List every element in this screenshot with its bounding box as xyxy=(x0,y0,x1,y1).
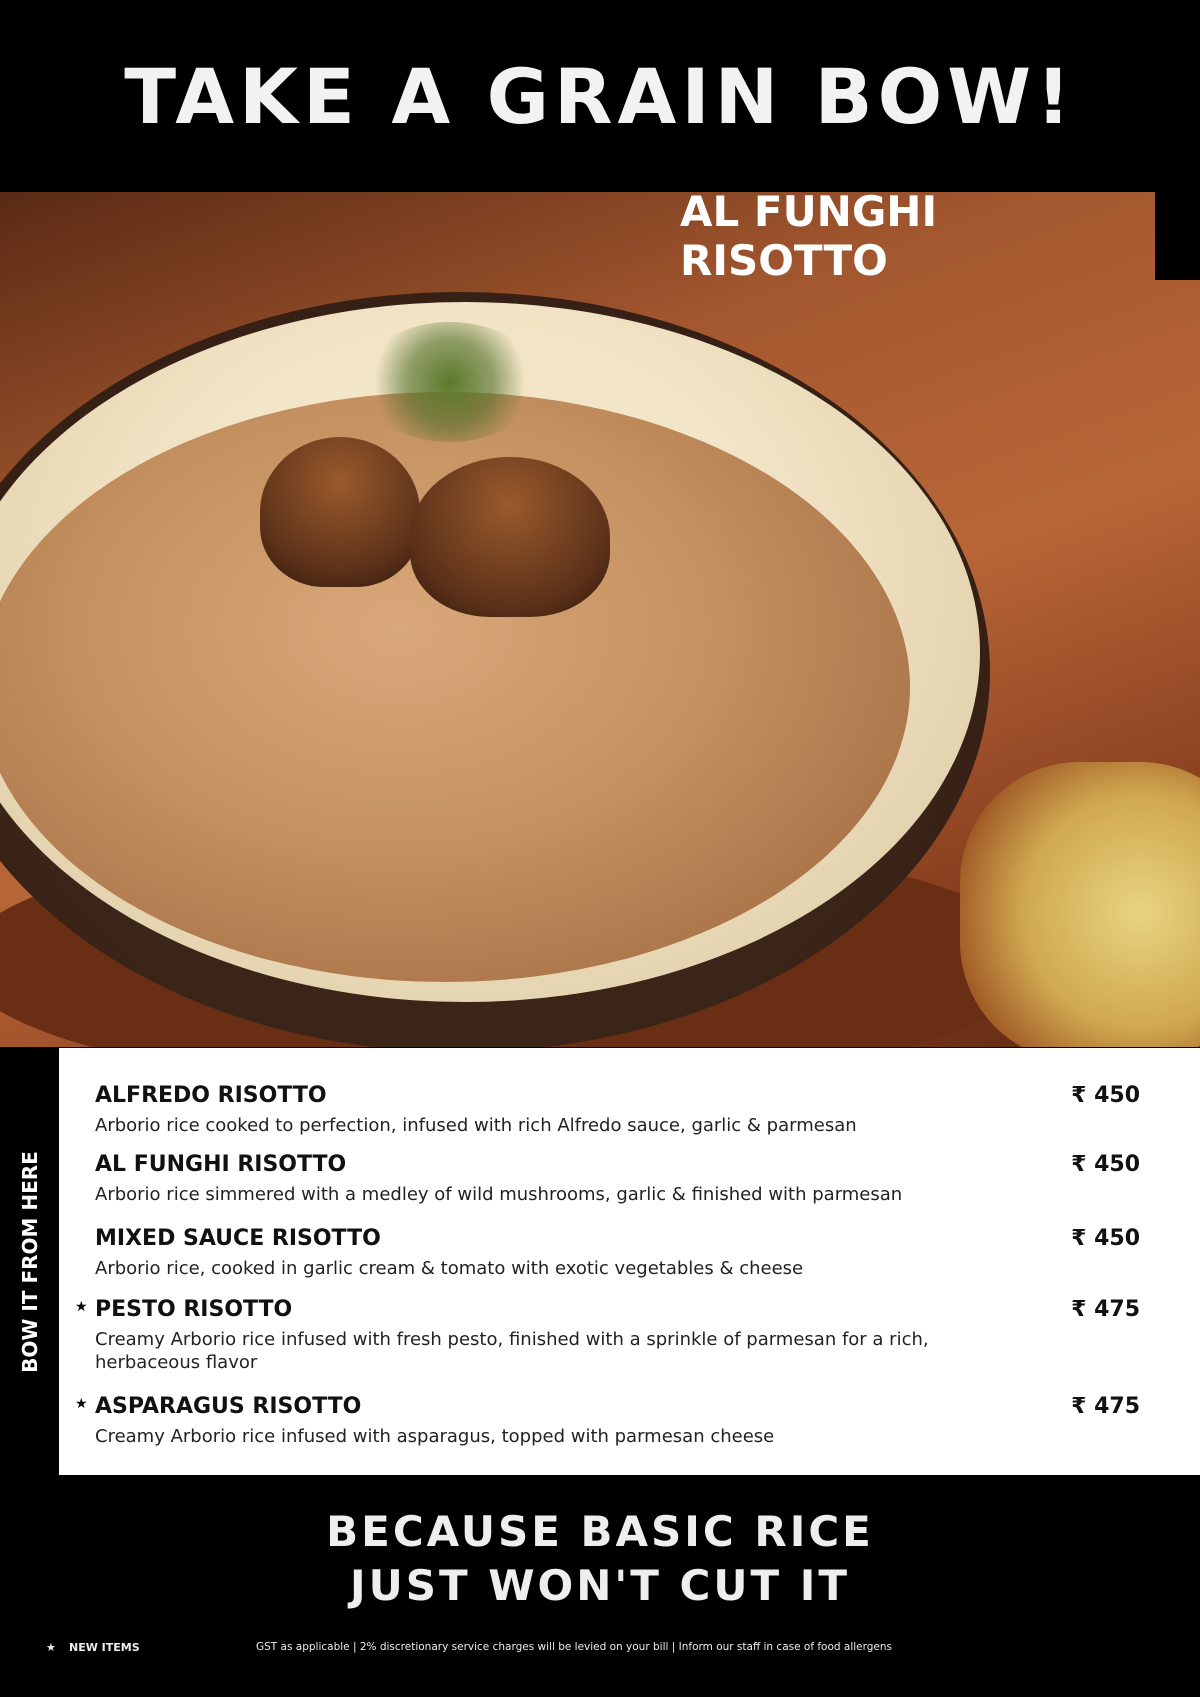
side-label: BOW IT FROM HERE xyxy=(17,1150,42,1373)
menu-item: ★ PESTO RISOTTO Creamy Arborio rice infused with fresh pesto, finished with a sprinkle of parmesan for a rich, herbaceous flavor ₹ 475 xyxy=(75,1297,1140,1374)
star-icon: ★ xyxy=(46,1641,56,1654)
menu-item: ★ ASPARAGUS RISOTTO Creamy Arborio rice infused with asparagus, topped with parmesan cheese ₹ 475 xyxy=(75,1394,1140,1447)
menu-item: MIXED SAUCE RISOTTO Arborio rice, cooked in garlic cream & tomato with exotic vegetables & cheese ₹ 450 xyxy=(95,1226,1140,1279)
menu-item: AL FUNGHI RISOTTO Arborio rice simmered with a medley of wild mushrooms, garlic & finished with parmesan ₹ 450 xyxy=(95,1152,1140,1205)
star-icon: ★ xyxy=(75,1299,88,1315)
menu-list xyxy=(59,1048,1200,1475)
menu-item: ALFREDO RISOTTO Arborio rice cooked to perfection, infused with rich Alfredo sauce, garlic & parmesan ₹ 450 xyxy=(95,1083,1140,1136)
new-items-legend: NEW ITEMS xyxy=(69,1641,140,1654)
tagline: BECAUSE BASIC RICE JUST WON'T CUT IT xyxy=(326,1507,874,1610)
footer-note: GST as applicable | 2% discretionary service charges will be levied on your bill | Inform our staff in case of food allergens xyxy=(256,1641,893,1653)
featured-dish-label: AL FUNGHI RISOTTO xyxy=(680,192,1200,280)
star-icon: ★ xyxy=(75,1396,88,1412)
risotto-photo xyxy=(0,192,1200,1047)
page-title: TAKE A GRAIN BOW! xyxy=(124,52,1076,141)
